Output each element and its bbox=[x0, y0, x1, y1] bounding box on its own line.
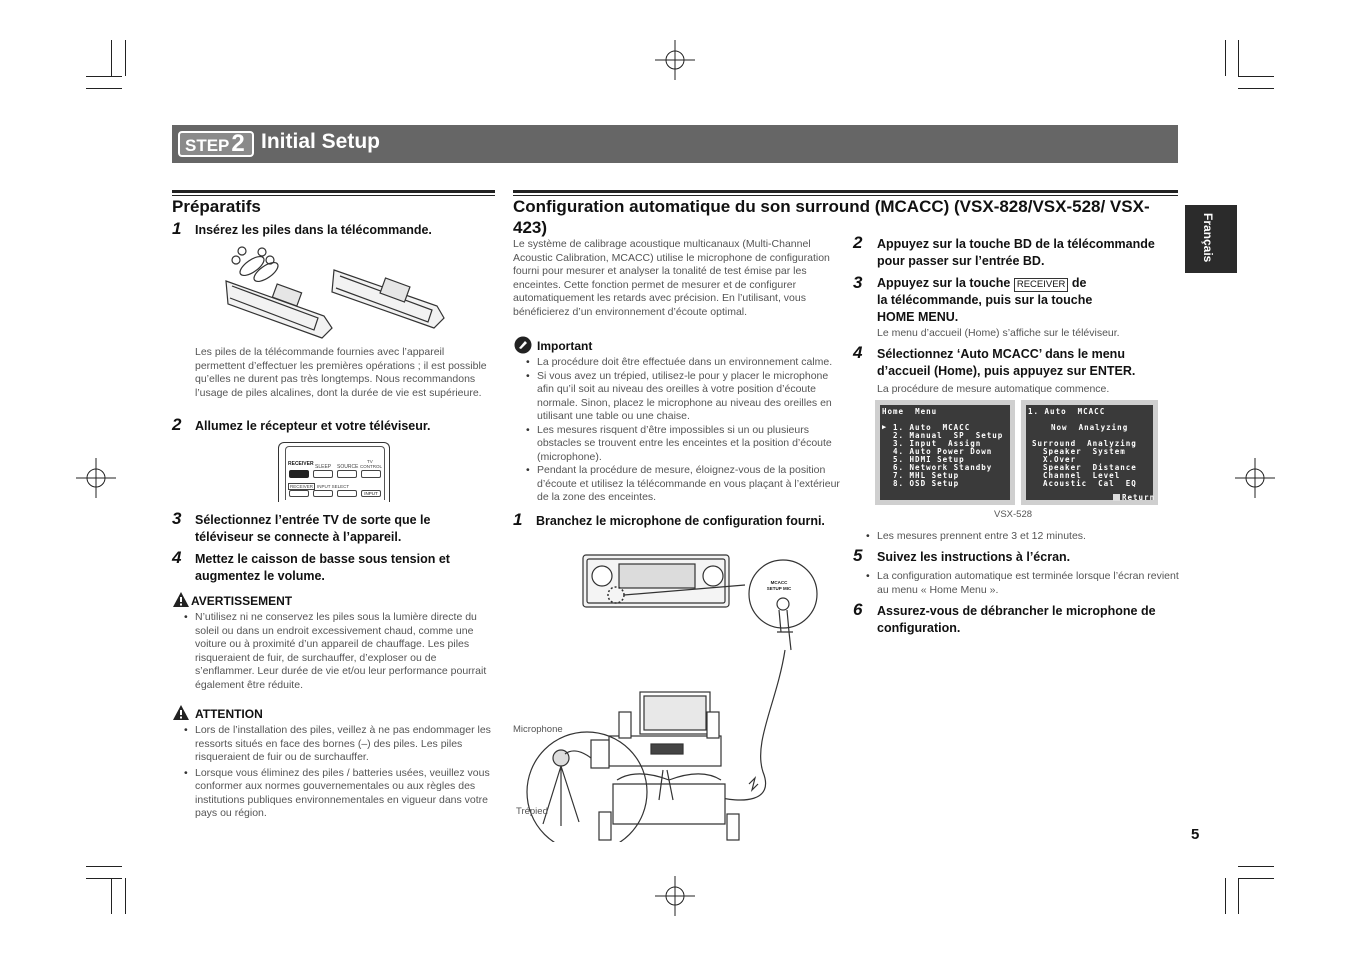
home-menu-screen bbox=[875, 400, 1015, 505]
batteries-note: Les piles de la télécommande fournies avec l’appareil permettent d’effectuer les premières opérations ; il est possible qu’elles ne durent pas très longtemps. Nous recommandons l’usage de piles alcalines, dont la durée de vie est supérieure. bbox=[195, 346, 487, 399]
measure-note-list bbox=[866, 530, 1171, 544]
crop-mark bbox=[1225, 878, 1226, 914]
step-text: Suivez les instructions à l’écran. bbox=[877, 550, 1071, 564]
crop-mark bbox=[1238, 878, 1274, 879]
important-item: • Pendant la procédure de mesure, éloignez-vous de la position d’écoute et utilisez la télécommande en vous plaçant à l’extérieur de la zone des enceintes. bbox=[526, 464, 841, 505]
language-tab-label: Français bbox=[1201, 213, 1215, 263]
crop-mark bbox=[111, 40, 112, 76]
step5-note-list bbox=[866, 570, 1181, 597]
step-number: 3 bbox=[853, 273, 863, 292]
warning-title: AVERTISSEMENT bbox=[191, 594, 293, 608]
step-number: 2 bbox=[853, 233, 863, 252]
crop-mark bbox=[1238, 866, 1274, 867]
step-text: Insérez les piles dans la télécommande. bbox=[195, 223, 432, 237]
receiver-mode-label: RECEIVER bbox=[290, 484, 314, 489]
microphone-connection-diagram bbox=[513, 552, 843, 842]
step-number: 2 bbox=[172, 415, 182, 434]
analyzing-group: Surround Analyzing bbox=[1032, 439, 1137, 448]
crop-mark bbox=[125, 878, 126, 914]
crop-mark bbox=[1238, 88, 1274, 89]
menu-item: 3. Input Assign bbox=[893, 439, 982, 448]
language-tab bbox=[1185, 205, 1237, 273]
step-text: Allumez le récepteur et votre téléviseur. bbox=[195, 419, 431, 433]
step-number: 3 bbox=[172, 509, 182, 528]
analysis-item: Channel Level bbox=[1043, 471, 1121, 480]
receiver-key: RECEIVER bbox=[1014, 278, 1069, 292]
crop-mark bbox=[1238, 76, 1274, 77]
crop-mark bbox=[1238, 878, 1239, 914]
step-text: Mettez le caisson de basse sous tension et augmentez le volume. bbox=[195, 552, 450, 583]
input-select-label: INPUT SELECT bbox=[317, 484, 350, 489]
section-heading-preparatifs: Préparatifs bbox=[172, 197, 261, 216]
microphone-label: Microphone bbox=[513, 724, 563, 735]
source-label: SOURCE bbox=[337, 464, 359, 470]
sleep-button[interactable] bbox=[313, 470, 333, 478]
sleep-label: SLEEP bbox=[315, 464, 332, 470]
step-text: Sélectionnez ‘Auto MCACC’ dans le menu d’accueil (Home), puis appuyez sur ENTER. bbox=[877, 347, 1136, 378]
step-text: Appuyez sur la touche RECEIVER de la télécommande, puis sur la touche HOME MENU. bbox=[877, 276, 1093, 324]
auto-mcacc-screen bbox=[1021, 400, 1158, 505]
menu-cursor: ▶ bbox=[882, 423, 888, 431]
return-hint: Return bbox=[1113, 493, 1155, 502]
menu-item: 5. HDMI Setup bbox=[893, 455, 965, 464]
menu-item: 6. Network Standby bbox=[893, 463, 993, 472]
warning-list bbox=[184, 611, 496, 692]
important-title: Important bbox=[537, 339, 593, 353]
step-note: La procédure de mesure automatique commence. bbox=[877, 383, 1110, 395]
section-rule bbox=[172, 190, 495, 193]
attention-list bbox=[184, 724, 496, 821]
remote-batteries-illustration bbox=[222, 246, 448, 342]
step-text: Assurez-vous de débrancher le microphone de configuration. bbox=[877, 604, 1156, 635]
tripod-label: Trépied bbox=[516, 806, 548, 817]
step-number: 4 bbox=[172, 548, 182, 567]
attention-title: ATTENTION bbox=[195, 707, 263, 721]
analyzing-status: Now Analyzing bbox=[1051, 423, 1129, 432]
crop-mark bbox=[125, 40, 126, 76]
step-number: 6 bbox=[853, 600, 863, 619]
step-number: 5 bbox=[853, 546, 863, 565]
remote-button[interactable] bbox=[289, 490, 309, 497]
source-button[interactable] bbox=[337, 470, 357, 478]
attention-item: • Lorsque vous éliminez des piles / batteries usées, veuillez vous conformer aux normes gouvernementales ou aux règles des institutions publiques environnementales en vigueur dans votre pays ou région. bbox=[184, 767, 496, 821]
receiver-label: RECEIVER bbox=[288, 461, 314, 467]
screen-title: Home Menu bbox=[882, 407, 938, 416]
crop-mark bbox=[86, 878, 122, 879]
page-number: 5 bbox=[1191, 826, 1200, 843]
return-icon bbox=[1113, 494, 1120, 501]
crop-mark bbox=[1225, 40, 1226, 76]
registration-mark bbox=[655, 876, 695, 916]
step-number: 1 bbox=[172, 219, 182, 238]
mcacc-jack-label: MCACC SETUP MIC bbox=[766, 580, 792, 591]
analysis-item: X.Over bbox=[1043, 455, 1077, 464]
control-label: CONTROL bbox=[360, 464, 383, 469]
registration-mark bbox=[76, 458, 116, 498]
remote-closeup bbox=[278, 442, 390, 502]
analysis-item: Acoustic Cal EQ bbox=[1043, 479, 1137, 488]
registration-mark bbox=[655, 40, 695, 80]
screen-title: 1. Auto MCACC bbox=[1028, 407, 1106, 416]
receiver-button[interactable] bbox=[289, 470, 309, 478]
menu-item: 1. Auto MCACC bbox=[893, 423, 971, 432]
warning-item: • N’utilisez ni ne conservez les piles sous la lumière directe du soleil ou dans un endroit excessivement chaud, comme une voiture ou à proximité d’un appareil de chauffage. Les piles risqueraient de fuir, de surchauffer, d’exploser ou de s’enflammer. Leur durée de vie et/ou leur performance pourrait également être réduite. bbox=[184, 611, 496, 692]
menu-item: 8. OSD Setup bbox=[893, 479, 960, 488]
step-badge: STEP2 bbox=[178, 131, 254, 157]
caution-icon bbox=[172, 704, 190, 721]
menu-item: 4. Auto Power Down bbox=[893, 447, 993, 456]
analysis-item: Speaker System bbox=[1043, 447, 1126, 456]
crop-mark bbox=[86, 76, 122, 77]
tv-label: TV bbox=[367, 459, 373, 464]
step-number: 1 bbox=[513, 510, 523, 529]
analysis-item: Speaker Distance bbox=[1043, 463, 1137, 472]
input-right-button[interactable] bbox=[337, 490, 357, 497]
important-icon bbox=[514, 336, 532, 354]
step-text: Appuyez sur la touche BD de la télécommande pour passer sur l’entrée BD. bbox=[877, 237, 1155, 268]
step-number: 4 bbox=[853, 343, 863, 362]
important-list bbox=[526, 356, 841, 505]
important-item: • Les mesures risquent d’être impossibles si un ou plusieurs obstacles se trouvent entre les enceintes et la position d’écoute (microphone). bbox=[526, 424, 841, 465]
measure-note: • Les mesures prennent entre 3 et 12 minutes. bbox=[866, 530, 1171, 544]
important-item: • La procédure doit être effectuée dans un environnement calme. bbox=[526, 356, 841, 370]
step-text: Sélectionnez l’entrée TV de sorte que le téléviseur se connecte à l’appareil. bbox=[195, 513, 431, 544]
section-rule bbox=[513, 190, 1178, 193]
tv-control-button[interactable] bbox=[361, 470, 381, 478]
mcacc-intro: Le système de calibrage acoustique multicanaux (Multi-Channel Acoustic Calibration, MCACC) utilise le microphone de configuration fourni pour mesurer et analyser la tonalité de test émise par les enceintes. Cette fonction permet de mesurer et de configurer automatiquement les retards avec précision. En l’utilisant, vous bénéficierez d’un environnement d’écoute optimal. bbox=[513, 238, 830, 318]
attention-item: • Lors de l’installation des piles, veillez à ne pas endommager les ressorts situés en face des bornes (–) des piles. Les piles risqueraient de fuir ou de surchauffer. bbox=[184, 724, 496, 765]
crop-mark bbox=[111, 878, 112, 914]
step-note: Le menu d’accueil (Home) s’affiche sur le téléviseur. bbox=[877, 327, 1120, 339]
input-button[interactable]: INPUT bbox=[361, 490, 381, 497]
crop-mark bbox=[1238, 40, 1239, 76]
screen-caption: VSX-528 bbox=[994, 509, 1033, 520]
crop-mark bbox=[86, 866, 122, 867]
crop-mark bbox=[86, 88, 122, 89]
important-item: • Si vous avez un trépied, utilisez-le pour y placer le microphone afin qu’il soit au niveau des oreilles à votre position d’écoute normale. Sinon, placez le microphone au niveau des oreilles en utilisant une table ou une chaise. bbox=[526, 370, 841, 424]
menu-item: 7. MHL Setup bbox=[893, 471, 960, 480]
warning-icon bbox=[172, 591, 190, 608]
step-text: Branchez le microphone de configuration fourni. bbox=[536, 514, 825, 528]
section-heading-mcacc: Configuration automatique du son surround (MCACC) (VSX-828/VSX-528/ VSX-423) bbox=[513, 197, 1150, 237]
registration-mark bbox=[1235, 458, 1275, 498]
step-note: • La configuration automatique est terminée lorsque l’écran revient au menu « Home Menu ». bbox=[866, 570, 1181, 597]
menu-item: 2. Manual SP Setup bbox=[893, 431, 1004, 440]
step-banner bbox=[172, 125, 1178, 163]
input-left-button[interactable] bbox=[313, 490, 333, 497]
page-title: Initial Setup bbox=[261, 130, 381, 153]
